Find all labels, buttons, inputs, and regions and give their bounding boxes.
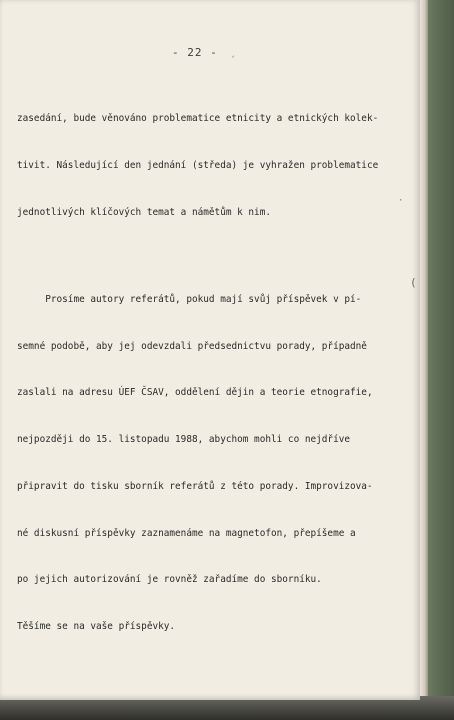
text-line: tivit. Následující den jednání (středa) je vyhražen problematice: [17, 159, 379, 171]
text-line: zasedání, bude věnováno problematice etnicity a etnických kolek-: [17, 113, 379, 125]
book-binding: [428, 0, 454, 720]
text-line: Těšíme se na vaše příspěvky.: [17, 621, 176, 633]
text-line: připravit do tisku sborník referátů z této porady. Improvizova-: [17, 480, 373, 492]
text-line: né diskusní příspěvky zaznamenáme na magnetofon, přepíšeme a: [17, 527, 356, 539]
page-number: - 22 -: [172, 46, 218, 59]
text-line: jednotlivých klíčových temat a námětům k nim.: [17, 206, 271, 218]
text-line: po jejich autorizování je rovněž zařadíme do sborníku.: [17, 574, 322, 586]
pencil-mark: ´: [230, 56, 236, 66]
text-line: zaslali na adresu ÚEF ČSAV, oddělení dějin a teorie etnografie,: [17, 387, 373, 399]
text-line: semné podobě, aby jej odevzdali předsednictvu porady, případně: [17, 340, 367, 352]
margin-mark: (: [410, 276, 417, 289]
text-line: nejpozději do 15. listopadu 1988, abychom mohli co nejdříve: [17, 434, 351, 446]
page-stack-edge: [420, 0, 428, 720]
paragraph-gap: [17, 252, 412, 261]
margin-dot: ·: [398, 196, 404, 206]
text-line: Prosíme autory referátů, pokud mají svůj příspěvek v pí-: [17, 293, 362, 305]
body-text: [17, 80, 412, 666]
